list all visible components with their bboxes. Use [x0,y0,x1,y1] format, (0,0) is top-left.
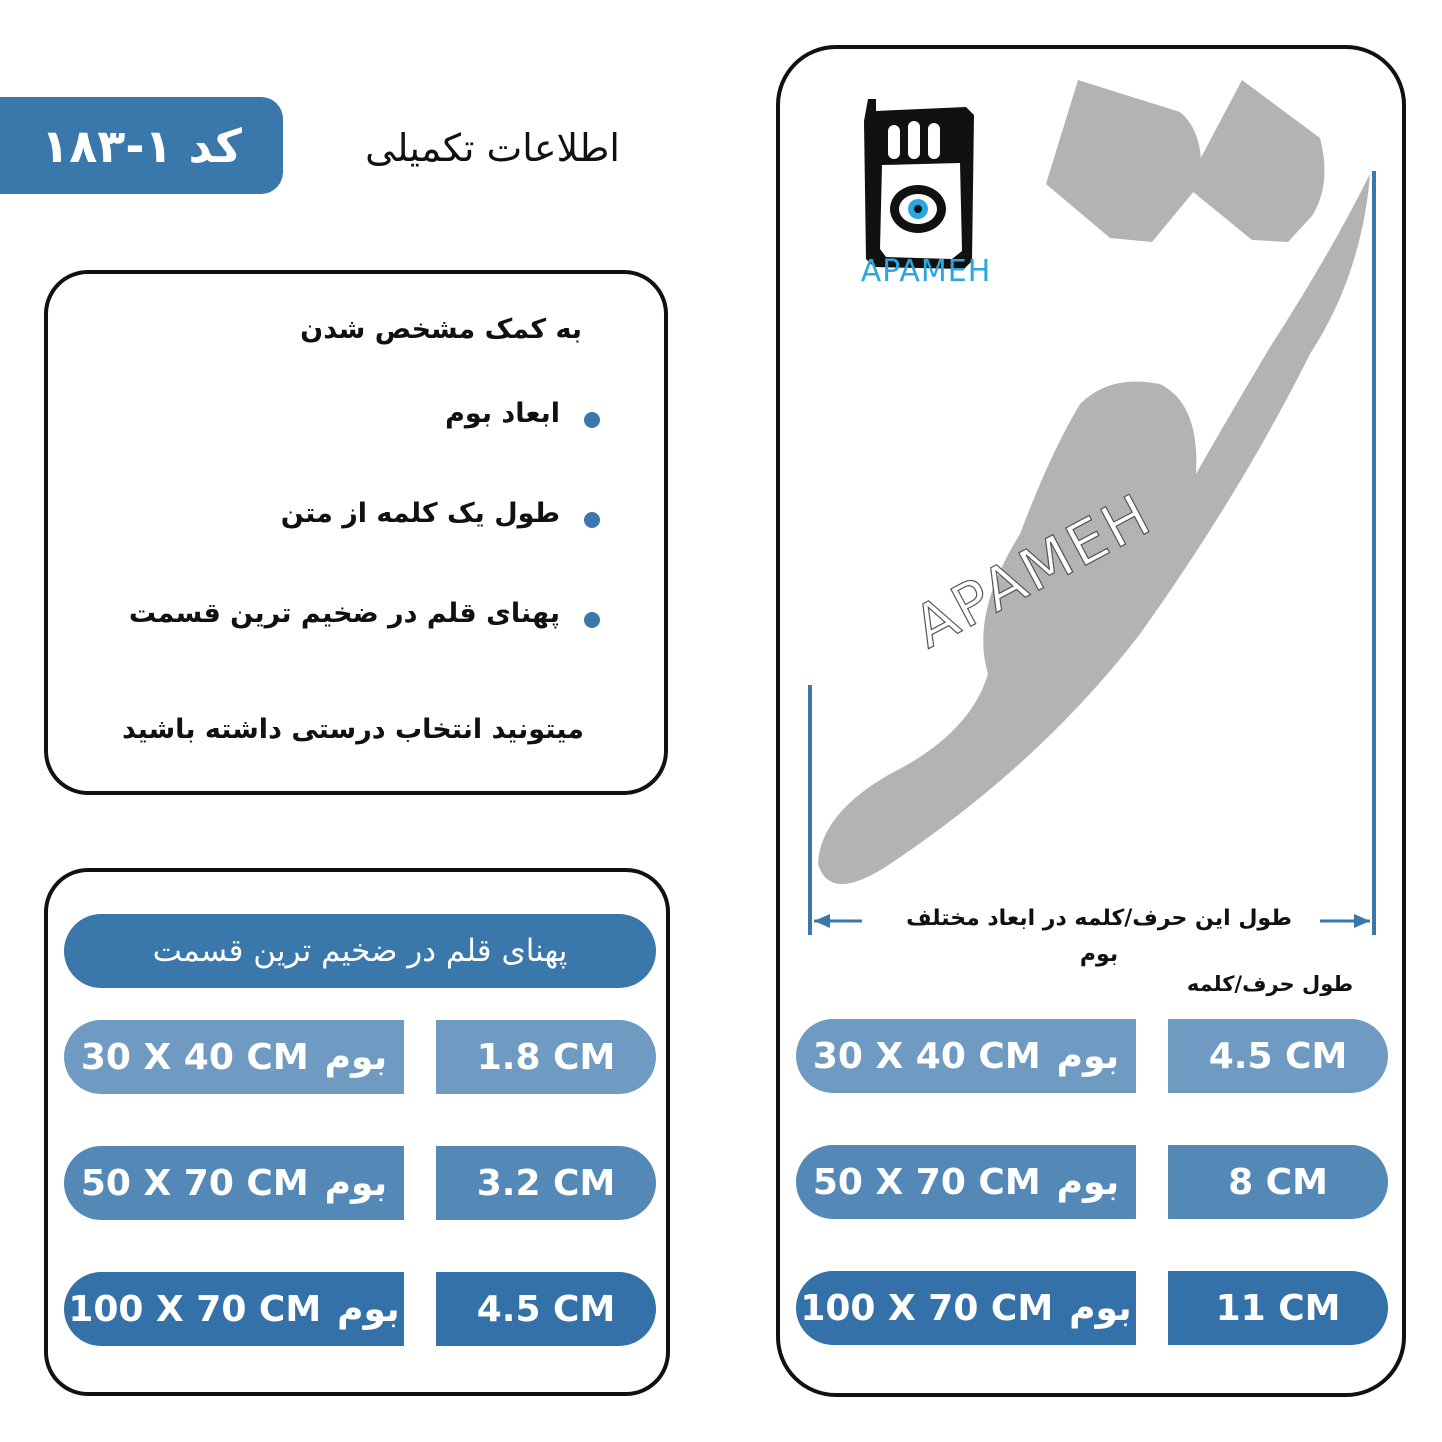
word-length-value: 8 CM [1228,1161,1328,1203]
bullet-icon [584,412,600,428]
word-length-value: 4.5 CM [1208,1035,1348,1077]
word-length-value: 11 CM [1215,1287,1341,1329]
bullet-icon [584,612,600,628]
pen-row-canvas-2 [64,1146,404,1220]
pen-width-value: 3.2 CM [476,1162,616,1204]
canvas-size: 100 X 70 CM [68,1288,322,1330]
info-conclusion: میتونید انتخاب درستی داشته باشید [122,714,584,745]
canvas-label: بوم [1056,1035,1120,1077]
measure-caption: طول این حرف/کلمه در ابعاد مختلف بوم [906,906,1292,967]
pen-row-canvas-3 [64,1272,404,1346]
canvas-size: 50 X 70 CM [812,1161,1041,1203]
measurement-guides [780,49,1410,967]
logo-text: APAMEH [860,254,992,286]
info-item-pen-width: پهنای قلم در ضخیم ترین قسمت [128,598,560,629]
pen-width-value: 4.5 CM [476,1288,616,1330]
canvas-label: بوم [337,1288,400,1330]
arrow-right-icon [1354,914,1370,928]
info-box [44,270,668,795]
canvas-size: 30 X 40 CM [80,1036,309,1078]
canvas-label: بوم [324,1162,388,1204]
pen-width-header [64,914,656,988]
word-row-value-3 [1168,1271,1388,1345]
info-item-canvas-size: ابعاد بوم [445,398,560,429]
canvas-label: بوم [324,1036,388,1078]
canvas-label: بوم [1069,1287,1132,1329]
pen-row-canvas-1 [64,1020,404,1094]
word-length-box [776,45,1406,1397]
canvas-size: 50 X 70 CM [80,1162,309,1204]
word-row-value-2 [1168,1145,1388,1219]
word-row-value-1 [1168,1019,1388,1093]
word-row-canvas-1 [796,1019,1136,1093]
pen-row-value-3 [436,1272,656,1346]
info-item-word-length: طول یک کلمه از متن [280,498,560,529]
pen-row-value-2 [436,1146,656,1220]
bullet-icon [584,512,600,528]
watermark-text: APAMEH [902,479,1164,662]
product-code: کد ۱-۱۸۳ [41,118,242,173]
canvas-size: 30 X 40 CM [812,1035,1041,1077]
word-row-canvas-2 [796,1145,1136,1219]
pen-width-box [44,868,670,1396]
info-intro: به کمک مشخص شدن [300,314,582,345]
pen-row-value-1 [436,1020,656,1094]
word-row-canvas-3 [796,1271,1136,1345]
page-title: اطلاعات تکمیلی [365,126,620,170]
canvas-size: 100 X 70 CM [800,1287,1054,1329]
arrow-left-icon [814,914,830,928]
pen-width-value: 1.8 CM [476,1036,616,1078]
word-length-column-label: طول حرف/کلمه [1186,972,1354,996]
canvas-label: بوم [1056,1161,1120,1203]
product-code-badge [0,97,283,194]
pen-width-header-text: پهنای قلم در ضخیم ترین قسمت [152,933,568,969]
